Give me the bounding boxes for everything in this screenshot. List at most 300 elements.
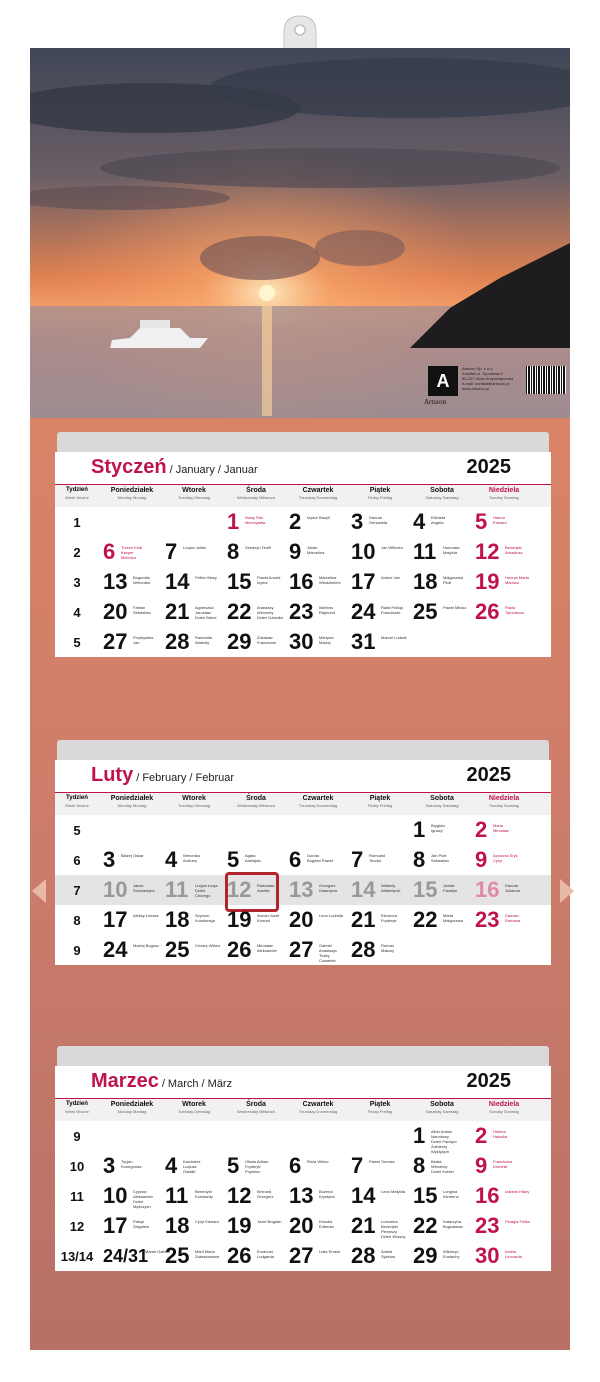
weekday-label: Czwartek Thursday Donnerstag <box>298 1101 338 1114</box>
nameday-text: Marta Małgorzata <box>443 913 463 923</box>
day-number: 5 <box>475 509 488 534</box>
day-number: 8 <box>413 847 426 872</box>
day-cell[interactable] <box>351 567 417 597</box>
day-number: 8 <box>413 1153 426 1178</box>
day-cell[interactable] <box>289 1181 355 1211</box>
day-cell[interactable] <box>351 537 417 567</box>
day-number: 3 <box>103 1153 116 1178</box>
day-cell[interactable] <box>165 537 231 567</box>
month-name-text: Luty <box>91 764 134 786</box>
nameday-text: Lidia Ernest <box>319 1249 341 1254</box>
month-translations: / March / März <box>161 1078 233 1090</box>
week-number: 11 <box>70 1189 84 1204</box>
day-number: 18 <box>413 569 438 594</box>
nameday-text: Józef Bogdan <box>257 1219 282 1224</box>
header-photo <box>30 48 570 418</box>
day-cell[interactable] <box>103 1241 169 1271</box>
day-cell[interactable] <box>103 1181 169 1211</box>
day-number: 27 <box>289 1243 314 1268</box>
day-cell[interactable] <box>289 875 355 905</box>
nameday-text: Lubomira Benedykt Pierwszy Dzień Wiosny <box>381 1219 406 1239</box>
day-cell[interactable] <box>289 507 355 537</box>
day-cell[interactable] <box>351 875 417 905</box>
day-number: 18 <box>165 1213 190 1238</box>
week-number: 6 <box>73 853 81 868</box>
day-cell[interactable] <box>475 507 541 537</box>
nameday-text: Walenty Walentynki <box>381 883 401 893</box>
nameday-text: Apolonia Eryk Cyryl <box>493 853 518 863</box>
weekday-header <box>55 1099 551 1121</box>
nameday-text: Julian Marcelina <box>307 545 325 555</box>
day-number: 15 <box>413 877 438 902</box>
nameday-text: Jacek Scholastyka <box>133 883 155 893</box>
month-tab <box>57 740 549 760</box>
day-number: 16 <box>475 1183 500 1208</box>
weekday-label: Sobota Saturday Samstag <box>425 1101 459 1114</box>
day-number: 25 <box>165 1243 190 1268</box>
day-cell[interactable] <box>351 845 417 875</box>
day-cell[interactable] <box>475 1241 541 1271</box>
day-number: 17 <box>103 1213 128 1238</box>
week-number: 1 <box>73 515 81 530</box>
nameday-text: Zdzisław Franciszek <box>257 635 277 645</box>
week-number: 5 <box>73 823 81 838</box>
weekday-label: Wtorek Tuesday Dienstag <box>177 1101 211 1114</box>
day-number: 13 <box>289 877 314 902</box>
week-row <box>55 935 551 965</box>
day-number: 15 <box>227 569 252 594</box>
day-cell[interactable] <box>413 1211 479 1241</box>
day-cell[interactable] <box>289 1151 355 1181</box>
day-cell[interactable] <box>103 627 169 657</box>
nameday-text: Paula Tymoteusz <box>505 605 525 615</box>
day-cell[interactable] <box>475 905 541 935</box>
nameday-text: Benedykt Konstanty <box>195 1189 213 1199</box>
day-cell[interactable] <box>227 935 293 965</box>
nameday-text: Henryk Marta Mariusz <box>505 575 530 585</box>
nameday-text: Cyryl Edward <box>195 1219 219 1224</box>
nameday-text: Agnieszka Jarosław Dzień Babci <box>195 605 217 620</box>
week-number: 12 <box>69 1219 85 1234</box>
day-number: 18 <box>165 907 190 932</box>
nameday-text: Mirosław Aleksander <box>257 943 278 953</box>
month-header <box>55 452 551 485</box>
nameday-text: Maria Mirosław <box>493 823 509 833</box>
nameday-text: Martyna Maciej <box>319 635 334 645</box>
publisher-name: Artszon <box>424 398 447 406</box>
month-tab <box>57 432 549 452</box>
day-cell[interactable] <box>227 1211 293 1241</box>
day-number: 20 <box>289 1213 314 1238</box>
week-number: 3 <box>73 575 81 590</box>
week-number: 9 <box>73 1129 81 1144</box>
day-cell[interactable] <box>413 1241 479 1271</box>
day-number: 9 <box>475 1153 488 1178</box>
month-name <box>91 1070 232 1093</box>
week-column-header: Tydzień Week Woche <box>65 487 89 500</box>
day-cell[interactable] <box>475 1151 541 1181</box>
weekday-label: Piątek Friday Freitag <box>367 795 393 808</box>
day-number: 10 <box>103 1183 128 1208</box>
day-cell[interactable] <box>475 567 541 597</box>
day-cell[interactable] <box>413 537 479 567</box>
nameday-text: Rafał Felicja Franciszek <box>381 605 404 615</box>
nameday-text: Błażej Oskar <box>121 853 144 858</box>
day-number: 6 <box>289 847 302 872</box>
nameday-text: Bernard Grzegorz <box>257 1189 274 1199</box>
day-cell[interactable] <box>351 1151 417 1181</box>
day-cell[interactable] <box>165 935 231 965</box>
day-number: 12 <box>227 1183 252 1208</box>
week-number: 5 <box>73 635 81 650</box>
week-row <box>55 1241 551 1271</box>
day-cell[interactable] <box>103 845 169 875</box>
month-name <box>91 456 258 479</box>
day-number: 26 <box>227 1243 252 1268</box>
weekday-label: Poniedziałek Monday Montag <box>110 487 154 500</box>
month-panel <box>55 760 551 965</box>
nameday-text: Izabela Hilary <box>505 1189 530 1194</box>
day-number: 14 <box>351 877 376 902</box>
month-year: 2025 <box>466 1070 511 1092</box>
week-row <box>55 627 551 657</box>
day-cell[interactable] <box>165 875 231 905</box>
nameday-text: Albin Antoni Narodowy Dzień Pamięci Żołnierzy Wyklętych <box>431 1129 457 1154</box>
nameday-text: Lucjan Łucja Dzień Chorego <box>195 883 218 898</box>
nameday-text: Elżbieta Angela <box>431 515 446 525</box>
day-cell[interactable] <box>289 935 355 965</box>
day-number: 15 <box>413 1183 438 1208</box>
day-number: 19 <box>227 907 252 932</box>
month-year: 2025 <box>466 456 511 478</box>
month-panel <box>55 452 551 657</box>
nameday-text: Szymon Konstancja <box>195 913 215 923</box>
nameday-text: Wiktoryn Eustachy <box>443 1249 460 1259</box>
month-tab <box>57 1046 549 1066</box>
nameday-text: Seweryn Teofil <box>245 545 271 550</box>
weekday-label: Środa Wednesday Mittwoch <box>237 1101 275 1114</box>
week-rows <box>55 1121 551 1271</box>
weekday-label: Wtorek Tuesday Dienstag <box>177 487 211 500</box>
day-cell[interactable] <box>227 905 293 935</box>
day-number: 28 <box>351 937 376 962</box>
day-number: 14 <box>165 569 190 594</box>
nameday-text: Jan Piotr Sebastian <box>431 853 449 863</box>
day-cell[interactable] <box>351 1211 417 1241</box>
nameday-text: Katarzyna Bogusława <box>443 1219 463 1229</box>
day-cell[interactable] <box>413 1151 479 1181</box>
weekday-label: Środa Wednesday Mittwoch <box>237 487 275 500</box>
day-cell[interactable] <box>165 905 231 935</box>
day-number: 26 <box>227 937 252 962</box>
nameday-text: Maciej Bogusz <box>133 943 160 948</box>
day-cell[interactable] <box>289 597 355 627</box>
nameday-text: Radomiła Walenty <box>195 635 212 645</box>
weekday-label: Poniedziałek Monday Montag <box>110 795 154 808</box>
day-cell[interactable] <box>475 597 541 627</box>
week-number: 4 <box>73 605 81 620</box>
nameday-text: Bożena Krystyna <box>319 1189 335 1199</box>
day-cell[interactable] <box>165 1241 231 1271</box>
day-number: 11 <box>413 539 437 564</box>
day-cell[interactable] <box>413 1181 479 1211</box>
day-number: 24/31 <box>103 1246 149 1266</box>
day-cell[interactable] <box>475 815 541 845</box>
day-cell[interactable] <box>475 537 541 567</box>
day-number: 23 <box>475 907 500 932</box>
nameday-text: Marii Maria Zwiastowanie <box>195 1249 220 1259</box>
day-number: 10 <box>103 877 128 902</box>
day-cell[interactable] <box>103 935 169 965</box>
nameday-text: Honorata Matylda <box>443 545 460 555</box>
day-number: 21 <box>351 907 376 932</box>
day-number: 3 <box>103 847 116 872</box>
day-cell[interactable] <box>475 1181 541 1211</box>
nameday-text: Nowy Rok Mieczysław <box>245 515 266 525</box>
nameday-text: Eleonora Fryderyk <box>381 913 398 923</box>
day-number: 20 <box>289 907 314 932</box>
day-number: 9 <box>475 847 488 872</box>
marker-arrow-right[interactable] <box>560 879 574 903</box>
nameday-text: Roman Makary <box>381 943 395 953</box>
nameday-text: Aniela Sykstus <box>381 1249 396 1259</box>
day-cell[interactable] <box>413 597 479 627</box>
day-cell[interactable] <box>289 1211 355 1241</box>
nameday-text: Helena Halszka <box>493 1129 508 1139</box>
day-cell[interactable] <box>289 567 355 597</box>
nameday-text: Dorota Bogdan Paweł <box>307 853 333 863</box>
nameday-text: Marcelina Włodzimierz <box>319 575 341 585</box>
day-cell[interactable] <box>103 597 169 627</box>
weekday-header <box>55 485 551 507</box>
day-cell[interactable] <box>165 597 231 627</box>
day-number: 23 <box>289 599 314 624</box>
day-number: 28 <box>351 1243 376 1268</box>
nameday-text: Ildefons Rajmund <box>319 605 336 615</box>
weekday-label: Poniedziałek Monday Montag <box>110 1101 154 1114</box>
day-cell[interactable] <box>289 905 355 935</box>
weekday-label: Wtorek Tuesday Dienstag <box>177 795 211 808</box>
day-cell[interactable] <box>413 567 479 597</box>
week-row <box>55 905 551 935</box>
day-number: 29 <box>413 1243 438 1268</box>
day-cell[interactable] <box>351 627 417 657</box>
day-cell[interactable] <box>351 935 417 965</box>
day-number: 23 <box>475 1213 500 1238</box>
nameday-text: Arnold Józef Konrad <box>257 913 280 923</box>
day-number: 2 <box>475 1123 488 1148</box>
day-number: 13 <box>103 569 128 594</box>
day-cell[interactable] <box>165 1211 231 1241</box>
day-cell[interactable] <box>413 507 479 537</box>
day-number: 26 <box>475 599 500 624</box>
week-row <box>55 1211 551 1241</box>
day-number: 5 <box>227 847 240 872</box>
weekday-label: Środa Wednesday Mittwoch <box>237 795 275 808</box>
weekday-label: Sobota Saturday Samstag <box>425 795 459 808</box>
day-cell[interactable] <box>227 1241 293 1271</box>
week-rows <box>55 507 551 657</box>
barcode <box>526 366 566 394</box>
nameday-text: Antoni Jan <box>381 575 400 580</box>
week-number: 13/14 <box>60 1249 94 1264</box>
nameday-text: Leon Matylda <box>381 1189 406 1194</box>
nameday-text: Marcel Ludwik <box>381 635 407 640</box>
day-cell[interactable] <box>351 905 417 935</box>
month-header <box>55 1066 551 1099</box>
day-number: 9 <box>289 539 302 564</box>
nameday-text: Grzegorz Katarzyna <box>319 883 338 893</box>
day-cell[interactable] <box>289 1241 355 1271</box>
week-column-header: Tydzień Week Woche <box>65 1101 89 1114</box>
nameday-text: Benedykt Arkadiusz <box>505 545 523 555</box>
weekday-label: Niedziela Sunday Sonntag <box>488 1101 520 1114</box>
week-row <box>55 507 551 537</box>
nameday-text: Leon Ludmiła <box>319 913 344 918</box>
day-number: 8 <box>227 539 240 564</box>
day-cell[interactable] <box>165 567 231 597</box>
nameday-text: Kazimierz Lucjusz Ostatki <box>183 1159 201 1174</box>
nameday-text: Paweł Tomasz <box>369 1159 395 1164</box>
publisher-address: Artszon Sp. z o.o. Zamiłek ul. Sportowa 9 85-127 Wola Krzysztoporska e-mail: kontakt@artszon.pl www.artszon.pl <box>462 366 514 391</box>
day-cell[interactable] <box>227 627 293 657</box>
day-cell[interactable] <box>227 597 293 627</box>
month-year: 2025 <box>466 764 511 786</box>
week-number: 2 <box>73 545 81 560</box>
day-cell[interactable] <box>227 507 293 537</box>
nameday-text: Małgorzata Piotr <box>443 575 463 585</box>
nameday-text: Agata Adelajda <box>245 853 261 863</box>
weekday-label: Niedziela Sunday Sonntag <box>488 795 520 808</box>
weekday-label: Czwartek Thursday Donnerstag <box>298 487 338 500</box>
day-cell[interactable] <box>475 845 541 875</box>
day-cell[interactable] <box>413 845 479 875</box>
day-number: 7 <box>351 847 364 872</box>
publisher-logo: A <box>428 366 458 396</box>
day-number: 25 <box>413 599 438 624</box>
nameday-text: Paweł Arnold Izydor <box>257 575 281 585</box>
nameday-text: Jowita Faustyn <box>443 883 458 893</box>
day-cell[interactable] <box>227 1181 293 1211</box>
day-cell[interactable] <box>413 815 479 845</box>
day-number: 17 <box>103 907 128 932</box>
nameday-text: Pelagia Feliks <box>505 1219 530 1224</box>
weekday-header <box>55 793 551 815</box>
day-cell[interactable] <box>227 1151 293 1181</box>
day-number: 12 <box>475 539 500 564</box>
day-cell[interactable] <box>103 1151 169 1181</box>
day-cell[interactable] <box>289 537 355 567</box>
nameday-text: Gabriel Anastazja Tłusty Czwartek <box>319 943 337 963</box>
day-cell[interactable] <box>227 537 293 567</box>
week-row <box>55 875 551 905</box>
day-cell[interactable] <box>103 537 169 567</box>
day-cell[interactable] <box>413 905 479 935</box>
day-cell[interactable] <box>475 1121 541 1151</box>
nameday-text: Danuta Julianna <box>505 883 520 893</box>
marker-arrow-left[interactable] <box>32 879 46 903</box>
week-row <box>55 815 551 845</box>
nameday-text: Izydor Bazyli <box>307 515 330 520</box>
day-number: 24 <box>103 937 128 962</box>
day-cell[interactable] <box>165 627 231 657</box>
day-cell[interactable] <box>103 905 169 935</box>
day-cell[interactable] <box>227 567 293 597</box>
day-cell[interactable] <box>289 845 355 875</box>
day-cell[interactable] <box>289 627 355 657</box>
month-name-text: Marzec <box>91 1070 159 1092</box>
day-number: 16 <box>475 877 500 902</box>
day-number: 30 <box>289 629 314 654</box>
day-number: 21 <box>351 1213 376 1238</box>
day-cell[interactable] <box>103 1211 169 1241</box>
day-cell[interactable] <box>351 507 417 537</box>
month-name <box>91 764 234 787</box>
day-number: 22 <box>413 907 438 932</box>
day-number: 1 <box>413 817 426 842</box>
day-number: 19 <box>227 1213 252 1238</box>
week-row <box>55 537 551 567</box>
day-number: 30 <box>475 1243 500 1268</box>
nameday-text: Paweł Miłosz <box>443 605 467 610</box>
day-cell[interactable] <box>165 1181 231 1211</box>
nameday-text: Tycjan Kunegunda <box>121 1159 142 1169</box>
week-number: 7 <box>73 883 81 898</box>
day-number: 12 <box>227 877 252 902</box>
nameday-text: Trzech Króli Kacper Melchior <box>121 545 143 560</box>
nameday-text: Fabian Sebastian <box>133 605 151 615</box>
month-name-text: Styczeń <box>91 456 167 478</box>
day-cell[interactable] <box>351 597 417 627</box>
day-cell[interactable] <box>351 1181 417 1211</box>
nameday-text: Brygida Ignacy <box>431 823 445 833</box>
day-number: 4 <box>413 509 426 534</box>
week-row <box>55 597 551 627</box>
day-cell[interactable] <box>351 1241 417 1271</box>
day-number: 4 <box>165 1153 178 1178</box>
day-cell[interactable] <box>413 1121 479 1154</box>
day-number: 17 <box>351 569 376 594</box>
week-row <box>55 567 551 597</box>
nameday-text: Marek Gabriel <box>145 1249 171 1254</box>
day-cell[interactable] <box>165 1151 231 1181</box>
day-cell[interactable] <box>165 845 231 875</box>
nameday-text: Beata Wincenty Dzień Kobiet <box>431 1159 454 1174</box>
day-number: 27 <box>103 629 128 654</box>
day-number: 29 <box>227 629 252 654</box>
day-cell[interactable] <box>103 567 169 597</box>
month-translations: / January / Januar <box>169 464 258 476</box>
day-cell[interactable] <box>475 1211 541 1241</box>
day-cell[interactable] <box>103 875 169 905</box>
day-number: 21 <box>165 599 190 624</box>
day-number: 3 <box>351 509 364 534</box>
day-cell[interactable] <box>413 875 479 905</box>
week-number: 9 <box>73 943 81 958</box>
day-cell[interactable] <box>475 875 541 905</box>
day-number: 6 <box>289 1153 302 1178</box>
day-number: 5 <box>227 1153 240 1178</box>
nameday-text: Bogumiła Weronika <box>133 575 150 585</box>
day-number: 13 <box>289 1183 314 1208</box>
week-row <box>55 845 551 875</box>
day-cell[interactable] <box>227 845 293 875</box>
nameday-text: Cezary Wiktor <box>195 943 221 948</box>
day-number: 27 <box>289 937 314 962</box>
day-number: 20 <box>103 599 128 624</box>
nameday-text: Aleksy Łukasz <box>133 913 159 918</box>
nameday-text: Feliks Hilary <box>195 575 217 580</box>
